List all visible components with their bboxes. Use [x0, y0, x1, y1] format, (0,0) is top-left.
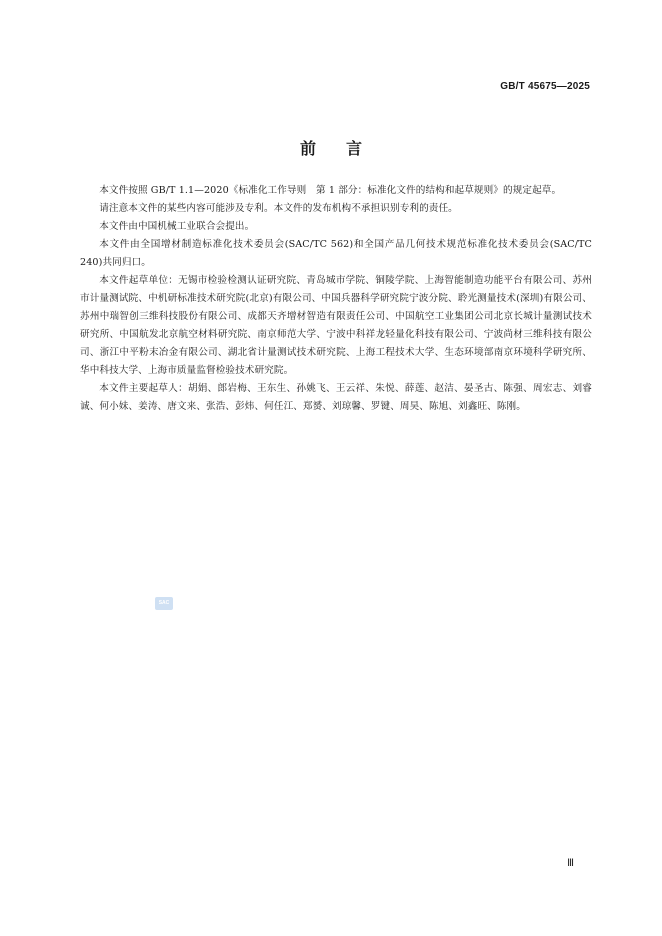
sac-logo-icon: SAC — [155, 597, 173, 610]
standard-number: GB/T 45675—2025 — [500, 81, 590, 92]
paragraph-proposer: 本文件由中国机械工业联合会提出。 — [99, 221, 255, 232]
page-number: Ⅲ — [567, 858, 574, 869]
paragraph-technical-committee: 本文件由全国增材制造标准化技术委员会(SAC/TC 562)和全国产品几何技术规范标准化技术委员会(SAC/TC 240)共同归口。 — [80, 239, 592, 268]
paragraph-main-drafters: 本文件主要起草人：胡娟、郎岩梅、王东生、孙姚飞、王云祥、朱悦、薛莲、赵洁、晏圣古、陈强、周宏志、刘睿诚、何小妹、姜涛、唐文来、张浩、彭炜、何任江、郑赟、刘琼馨、罗键、周昊、陈旭、刘鑫旺、陈刚。 — [80, 383, 592, 412]
page-title: 前言 — [299, 139, 392, 158]
paragraph-drafting-units: 本文件起草单位：无锡市检验检测认证研究院、青岛城市学院、铜陵学院、上海智能制造功能平台有限公司、苏州市计量测试院、中机研标准技术研究院(北京)有限公司、中国兵器科学研究院宁波分院、聆光测量技术(深圳)有限公司、苏州中瑞智创三维科技股份有限公司、成都天齐增材智造有限责任公司、中国航空工业集团公司北京长城计量测试技术研究所、中国航发北京航空材料研究院、南京师范大学、宁波中科祥龙轻量化科技有限公司、宁波尚材三维科技有限公司、浙江中平粉末冶金有限公司、湖北省计量测试技术研究院、上海工程技术大学、生态环境部南京环境科学研究所、华中科技大学、上海市质量监督检验技术研究院。 — [80, 275, 592, 376]
foreword-body — [80, 182, 592, 416]
paragraph-drafting-rules: 本文件按照 GB/T 1.1—2020《标准化工作导则 第 1 部分：标准化文件的结构和起草规则》的规定起草。 — [99, 185, 562, 196]
paragraph-patent-notice: 请注意本文件的某些内容可能涉及专利。本文件的发布机构不承担识别专利的责任。 — [99, 203, 458, 214]
